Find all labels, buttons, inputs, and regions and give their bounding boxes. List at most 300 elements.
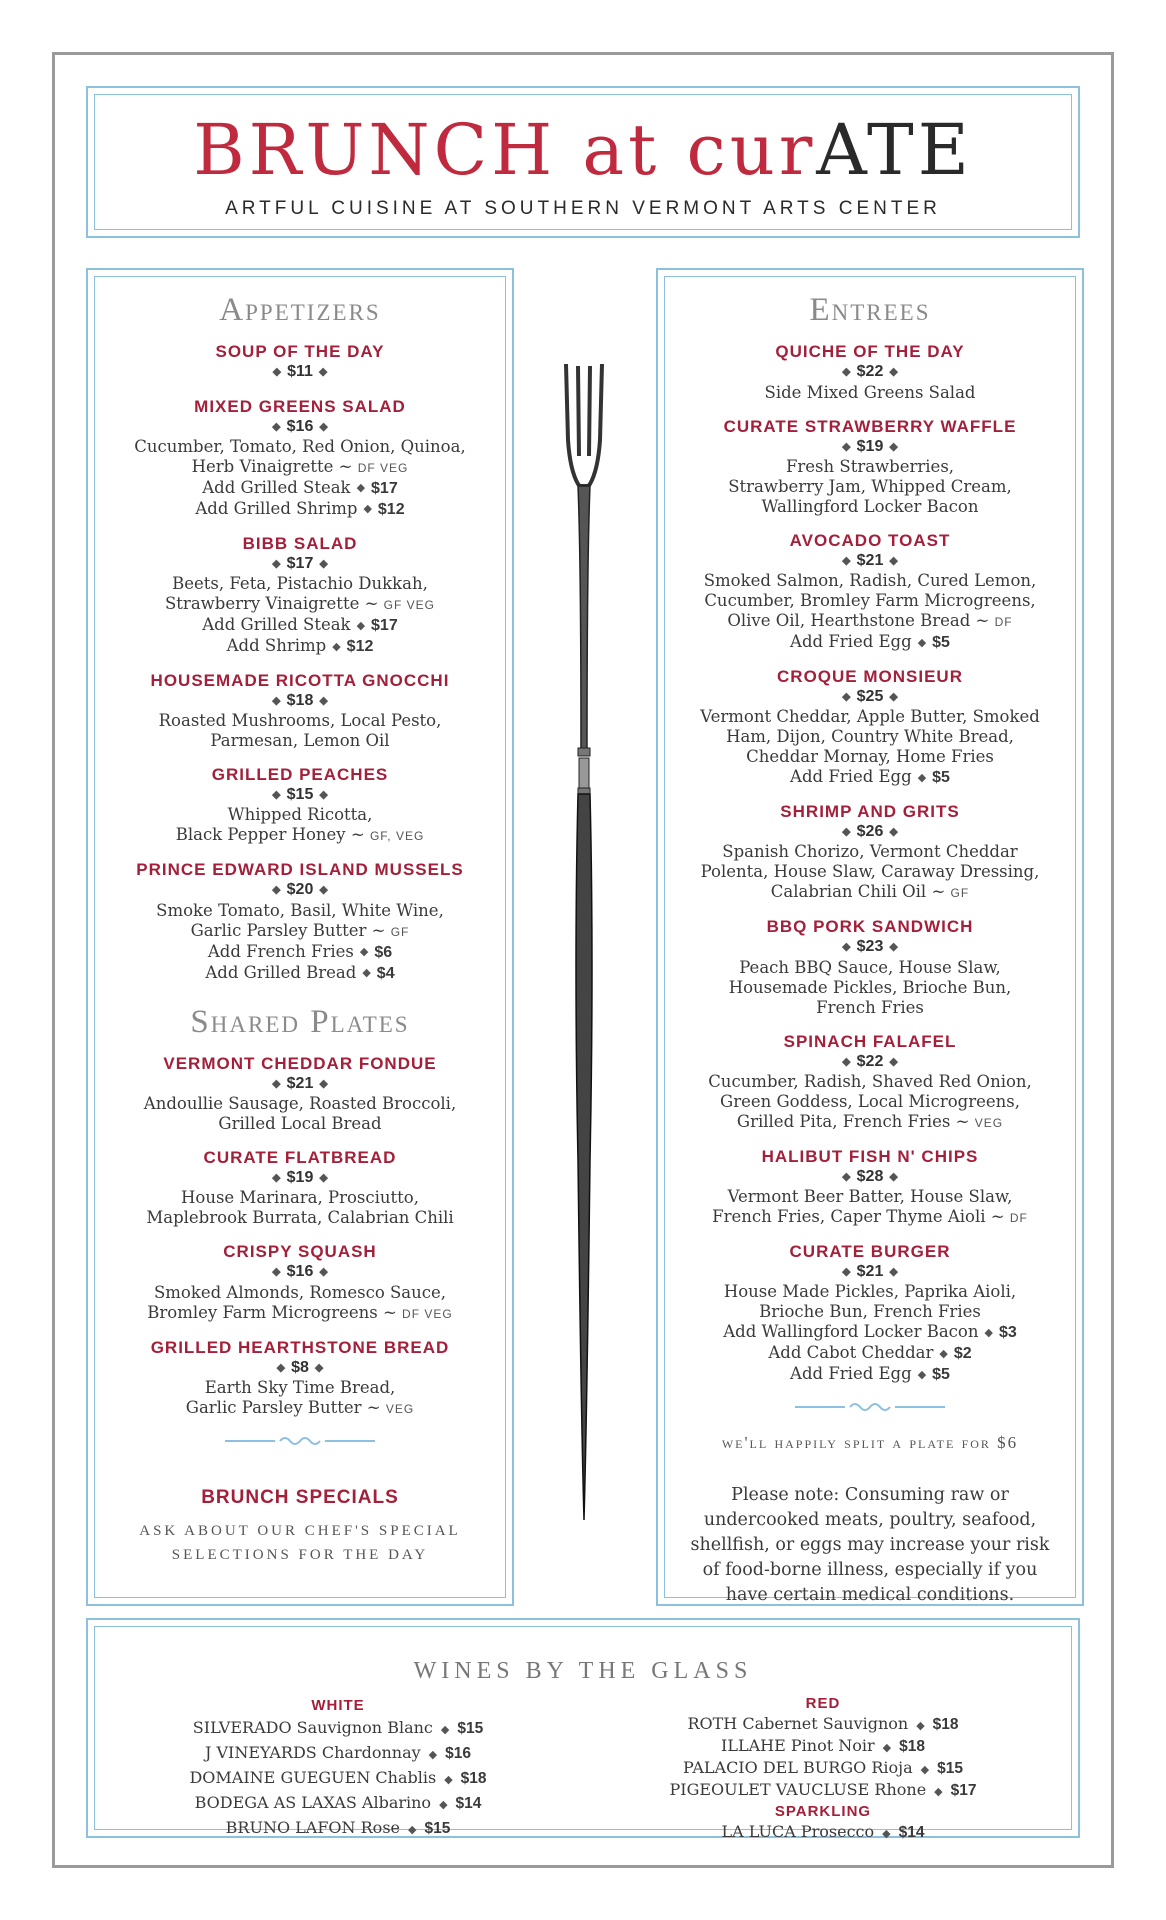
- wine-price: $15: [424, 1820, 451, 1837]
- wine-name: LA LUCA Prosecco: [721, 1822, 875, 1841]
- item-description: [676, 1207, 1064, 1228]
- item-price-row: [676, 1262, 1064, 1282]
- diamond-ornament-icon: ◆: [363, 502, 372, 516]
- addon-price: $5: [932, 769, 950, 787]
- wine-heading: WINES BY THE GLASS: [413, 1658, 753, 1684]
- item-price-row: [106, 554, 494, 574]
- addon-price: $5: [932, 634, 950, 651]
- diamond-ornament-icon: ◆: [882, 1827, 891, 1840]
- brunch-specials-title: BRUNCH SPECIALS: [201, 1486, 399, 1508]
- item-price-row: [106, 880, 494, 900]
- item-name: AVOCADO TOAST: [789, 530, 951, 550]
- item-price: $22: [856, 363, 884, 381]
- dietary-tag: VEG: [385, 1401, 415, 1416]
- item-price: $28: [856, 1168, 884, 1186]
- addon-name: Add Fried Egg: [790, 632, 912, 651]
- menu-item: [676, 802, 1064, 903]
- item-description-text: Cucumber, Radish, Shaved Red Onion,: [708, 1071, 1032, 1091]
- item-description-text: Wallingford Locker Bacon: [761, 496, 979, 516]
- item-price: $19: [286, 1169, 314, 1187]
- item-name: SPINACH FALAFEL: [783, 1031, 957, 1051]
- item-price: $21: [286, 1075, 314, 1093]
- item-addon: [676, 1322, 1064, 1343]
- item-description-text: Fresh Strawberries,: [785, 456, 955, 476]
- item-description-text: Grilled Local Bread: [218, 1114, 382, 1134]
- item-description: [676, 611, 1064, 632]
- item-price-row: [676, 1167, 1064, 1187]
- item-price: $20: [286, 881, 314, 899]
- appetizers-panel: [86, 268, 514, 1606]
- menu-item: [106, 397, 494, 520]
- item-description-text: Andoullie Sausage, Roasted Broccoli,: [143, 1094, 457, 1114]
- wine-row: [658, 1780, 988, 1802]
- entrees-heading: Entrees: [809, 292, 931, 328]
- item-description-text: Garlic Parsley Butter ~: [185, 1397, 381, 1417]
- item-name: CURATE FLATBREAD: [203, 1148, 397, 1168]
- diamond-ornament-icon: ◆: [332, 639, 341, 653]
- diamond-ornament-icon: ◆: [356, 481, 366, 495]
- diamond-ornament-icon: ◆: [428, 1748, 438, 1761]
- item-description: [106, 1378, 494, 1398]
- diamond-ornament-icon: ◆: [272, 366, 282, 379]
- item-price-row: [106, 1168, 494, 1188]
- wine-row: [188, 1816, 488, 1841]
- wine-name: ROTH Cabernet Sauvignon: [687, 1714, 909, 1733]
- diamond-ornament-icon: ◆: [276, 1361, 286, 1374]
- diamond-ornament-icon: ◆: [272, 1078, 281, 1090]
- item-description: [106, 921, 494, 942]
- item-description-text: Peach BBQ Sauce, House Slaw,: [739, 957, 1001, 977]
- menu-item: [106, 342, 494, 382]
- item-price: $22: [856, 1052, 884, 1070]
- item-description: [106, 1094, 494, 1114]
- item-description-text: Cheddar Mornay, Home Fries: [746, 747, 994, 767]
- item-description: [676, 998, 1064, 1018]
- wine-name: PALACIO DEL BURGO Rioja: [683, 1758, 913, 1777]
- item-price: $8: [291, 1358, 309, 1376]
- addon-price: $12: [377, 500, 405, 518]
- item-name: VERMONT CHEDDAR FONDUE: [163, 1054, 437, 1073]
- right-column: [676, 292, 1064, 1608]
- diamond-ornament-icon: ◆: [272, 884, 281, 897]
- diamond-ornament-icon: ◆: [272, 557, 281, 570]
- wine-name: ILLAHE Pinot Noir: [721, 1736, 875, 1755]
- dietary-tag: DF: [1009, 1211, 1028, 1226]
- wine-category: WHITE: [311, 1697, 365, 1714]
- item-description: [106, 457, 494, 478]
- wave-divider-icon: [225, 1435, 375, 1447]
- addon-name: Add Grilled Bread: [205, 962, 357, 982]
- diamond-ornament-icon: ◆: [272, 695, 281, 707]
- diamond-ornament-icon: ◆: [889, 554, 898, 567]
- diamond-ornament-icon: ◆: [842, 1170, 851, 1183]
- title-dark-part: ATE: [816, 109, 973, 191]
- diamond-ornament-icon: ◆: [882, 1741, 892, 1754]
- diamond-ornament-icon: ◆: [934, 1785, 943, 1798]
- item-description-text: Roasted Mushrooms, Local Pesto,: [158, 711, 442, 731]
- item-description: [106, 1398, 494, 1419]
- specials-line: SELECTIONS FOR THE DAY: [171, 1546, 429, 1563]
- item-description: [106, 825, 494, 846]
- addon-price: $17: [371, 617, 398, 634]
- addon-price: $3: [998, 1324, 1017, 1342]
- dietary-tag: DF VEG: [357, 460, 409, 475]
- item-price: $25: [856, 688, 884, 706]
- item-price: $23: [856, 938, 884, 956]
- menu-item: [106, 1338, 494, 1419]
- diamond-ornament-icon: ◆: [889, 440, 898, 453]
- item-description: [676, 477, 1064, 497]
- addon-price: $4: [376, 964, 395, 982]
- item-price: $11: [287, 363, 313, 381]
- wine-row: [188, 1791, 488, 1816]
- item-name: BIBB SALAD: [242, 533, 358, 553]
- item-description: [676, 747, 1064, 767]
- diamond-ornament-icon: ◆: [842, 366, 851, 379]
- item-description-text: Brioche Bun, French Fries: [759, 1302, 981, 1322]
- wine-name: DOMAINE GUEGUEN Chablis: [189, 1768, 437, 1787]
- item-description-text: French Fries, Caper Thyme Aioli ~: [712, 1207, 1005, 1227]
- diamond-ornament-icon: ◆: [842, 440, 851, 453]
- wave-divider-icon: [795, 1401, 945, 1413]
- item-description-text: Vermont Cheddar, Apple Butter, Smoked: [700, 707, 1040, 727]
- diamond-ornament-icon: ◆: [889, 1055, 898, 1068]
- item-description-text: Ham, Dijon, Country White Bread,: [726, 727, 1014, 747]
- item-description-text: Smoke Tomato, Basil, White Wine,: [156, 900, 444, 920]
- diamond-ornament-icon: ◆: [842, 826, 851, 839]
- addon-name: Add Fried Egg: [790, 1364, 912, 1384]
- item-description-text: Earth Sky Time Bread,: [204, 1377, 396, 1397]
- wine-price: $14: [455, 1795, 482, 1812]
- brunch-specials-text: [106, 1519, 494, 1567]
- diamond-ornament-icon: ◆: [319, 557, 328, 570]
- item-price-row: [676, 551, 1064, 571]
- diamond-ornament-icon: ◆: [272, 420, 281, 433]
- addon-price: $17: [371, 479, 398, 497]
- dietary-tag: GF: [950, 886, 970, 901]
- item-description-text: Grilled Pita, French Fries ~: [736, 1111, 970, 1131]
- item-description: [676, 383, 1064, 403]
- addon-price: $2: [953, 1345, 972, 1363]
- item-price: $19: [856, 437, 884, 455]
- menu-item: [106, 1054, 494, 1134]
- appetizers-heading: Appetizers: [219, 292, 381, 328]
- dietary-tag: VEG: [974, 1115, 1004, 1130]
- item-description: [676, 1092, 1064, 1112]
- red-wines: [658, 1694, 988, 1844]
- item-description: [676, 882, 1064, 903]
- diamond-ornament-icon: ◆: [917, 635, 927, 649]
- diamond-ornament-icon: ◆: [917, 1367, 927, 1381]
- wine-row: [188, 1766, 488, 1791]
- white-wines: [188, 1696, 488, 1841]
- item-addon: [106, 499, 494, 520]
- item-description: [106, 731, 494, 751]
- item-description-text: Cucumber, Tomato, Red Onion, Quinoa,: [134, 436, 466, 456]
- wine-row: [188, 1716, 488, 1741]
- fork-illustration: [534, 360, 634, 1530]
- split-plate-note: we'll happily split a plate for $6: [721, 1433, 1019, 1453]
- item-description: [676, 958, 1064, 978]
- item-description: [106, 805, 494, 825]
- diamond-ornament-icon: ◆: [842, 1266, 851, 1279]
- diamond-ornament-icon: ◆: [842, 554, 851, 567]
- diamond-ornament-icon: ◆: [889, 691, 898, 703]
- item-description: [106, 574, 494, 594]
- menu-item: [106, 1242, 494, 1323]
- dietary-tag: GF, VEG: [369, 829, 425, 844]
- wine-row: [658, 1758, 988, 1780]
- diamond-ornament-icon: ◆: [842, 691, 851, 703]
- item-description-text: House Marinara, Prosciutto,: [181, 1188, 419, 1208]
- diamond-ornament-icon: ◆: [916, 1719, 925, 1732]
- item-addon: [106, 636, 494, 657]
- menu-item: [106, 671, 494, 751]
- item-description-text: Spanish Chorizo, Vermont Cheddar: [722, 842, 1018, 862]
- title-red-part: BRUNCH at cur: [193, 109, 817, 191]
- wine-name: PIGEOULET VAUCLUSE Rhone: [669, 1780, 927, 1799]
- wine-row: [658, 1736, 988, 1758]
- item-price-row: [106, 1358, 494, 1378]
- item-description: [676, 571, 1064, 591]
- wine-price: $18: [932, 1716, 959, 1733]
- addon-name: Add Fried Egg: [790, 767, 912, 787]
- entrees-panel: [656, 268, 1084, 1606]
- menu-item: [676, 1032, 1064, 1133]
- diamond-ornament-icon: ◆: [319, 1078, 328, 1090]
- item-price-row: [106, 785, 494, 805]
- item-price-row: [106, 691, 494, 711]
- item-name: CRISPY SQUASH: [223, 1242, 377, 1262]
- item-description-text: Black Pepper Honey ~: [175, 825, 365, 845]
- wine-price: $16: [445, 1745, 471, 1762]
- item-description-text: Polenta, House Slaw, Caraway Dressing,: [700, 862, 1040, 882]
- item-description-text: Green Goddess, Local Microgreens,: [720, 1091, 1020, 1111]
- item-price-row: [676, 822, 1064, 842]
- menu-item: [106, 534, 494, 657]
- dietary-tag: DF: [994, 615, 1013, 629]
- item-description: [106, 1188, 494, 1208]
- diamond-ornament-icon: ◆: [272, 1172, 281, 1185]
- diamond-ornament-icon: ◆: [440, 1723, 450, 1736]
- item-price-row: [106, 362, 494, 382]
- diamond-ornament-icon: ◆: [920, 1763, 930, 1776]
- diamond-ornament-icon: ◆: [319, 884, 328, 897]
- diamond-ornament-icon: ◆: [319, 1172, 328, 1185]
- diamond-ornament-icon: ◆: [272, 1266, 281, 1279]
- menu-item: [106, 1148, 494, 1228]
- subtitle: ARTFUL CUISINE AT SOUTHERN VERMONT ARTS CENTER: [225, 198, 941, 219]
- item-description: [106, 437, 494, 457]
- item-price: $21: [856, 552, 884, 569]
- wine-price: $15: [457, 1720, 484, 1737]
- item-description-text: Vermont Beer Batter, House Slaw,: [727, 1187, 1013, 1207]
- item-description-text: Smoked Salmon, Radish, Cured Lemon,: [703, 571, 1037, 590]
- menu-item: [676, 667, 1064, 788]
- item-description-text: Strawberry Jam, Whipped Cream,: [728, 476, 1012, 496]
- menu-item: [676, 1147, 1064, 1228]
- item-description-text: Side Mixed Greens Salad: [764, 382, 976, 402]
- diamond-ornament-icon: ◆: [362, 966, 371, 980]
- addon-price: $5: [932, 1366, 950, 1384]
- addon-name: Add Grilled Shrimp: [195, 498, 358, 518]
- item-description: [676, 842, 1064, 862]
- item-price: $16: [286, 417, 314, 435]
- diamond-ornament-icon: ◆: [314, 1361, 324, 1374]
- item-name: CURATE BURGER: [789, 1242, 951, 1262]
- item-addon: [676, 1343, 1064, 1364]
- item-price: $18: [286, 692, 314, 710]
- wine-price: $14: [898, 1824, 925, 1841]
- wine-row: [658, 1714, 988, 1736]
- wine-row: [658, 1822, 988, 1844]
- addon-name: Add Grilled Steak: [202, 477, 351, 497]
- item-description-text: Smoked Almonds, Romesco Sauce,: [153, 1282, 447, 1302]
- wine-price: $17: [950, 1782, 977, 1799]
- diamond-ornament-icon: ◆: [889, 1170, 898, 1183]
- item-price: $15: [286, 786, 314, 804]
- shared-plates-heading: Shared Plates: [190, 1003, 410, 1040]
- menu-item: [676, 531, 1064, 653]
- item-description-text: Housemade Pickles, Brioche Bun,: [728, 977, 1012, 997]
- item-description: [106, 901, 494, 921]
- item-description-text: Strawberry Vinaigrette ~: [165, 594, 379, 613]
- menu-item: [676, 1242, 1064, 1385]
- item-description: [676, 457, 1064, 477]
- specials-line: ASK ABOUT OUR CHEF'S SPECIAL: [139, 1522, 461, 1539]
- item-description-text: Bromley Farm Microgreens ~: [147, 1302, 397, 1322]
- item-name: GRILLED HEARTHSTONE BREAD: [150, 1337, 450, 1357]
- diamond-ornament-icon: ◆: [439, 1798, 448, 1811]
- item-price: $26: [856, 823, 884, 841]
- menu-item: [676, 917, 1064, 1017]
- diamond-ornament-icon: ◆: [889, 1266, 898, 1279]
- food-safety-note: Please note: Consuming raw or undercooked meats, poultry, seafood, shellfish, or eggs may increase your risk of food-borne illness, especially if you have certain medical conditions.: [690, 1485, 1050, 1606]
- item-addon: [106, 963, 494, 984]
- item-price-row: [676, 437, 1064, 457]
- item-description-text: House Made Pickles, Paprika Aioli,: [723, 1282, 1017, 1302]
- item-description-text: Calabrian Chili Oil ~: [770, 882, 946, 902]
- diamond-ornament-icon: ◆: [319, 695, 328, 707]
- menu-item: [676, 417, 1064, 517]
- item-description: [676, 1187, 1064, 1207]
- item-description: [106, 1114, 494, 1134]
- item-description: [676, 1112, 1064, 1133]
- wine-name: BODEGA AS LAXAS Albarino: [194, 1793, 432, 1812]
- item-price-row: [106, 1262, 494, 1282]
- wine-category: SPARKLING: [774, 1803, 872, 1820]
- item-description-text: Whipped Ricotta,: [227, 805, 373, 825]
- diamond-ornament-icon: ◆: [444, 1773, 453, 1786]
- menu-item: [676, 342, 1064, 402]
- item-price-row: [106, 417, 494, 437]
- item-addon: [676, 1364, 1064, 1385]
- item-description-text: Parmesan, Lemon Oil: [210, 731, 390, 751]
- item-addon: [106, 942, 494, 963]
- item-addon: [676, 632, 1064, 653]
- diamond-ornament-icon: ◆: [984, 1325, 993, 1339]
- item-name: HOUSEMADE RICOTTA GNOCCHI: [150, 671, 450, 690]
- item-name: BBQ PORK SANDWICH: [766, 917, 974, 937]
- item-name: SHRIMP AND GRITS: [780, 802, 960, 822]
- dietary-tag: GF VEG: [383, 598, 435, 612]
- menu-item: [106, 860, 494, 983]
- diamond-ornament-icon: ◆: [939, 1346, 948, 1360]
- item-addon: [676, 767, 1064, 788]
- diamond-ornament-icon: ◆: [319, 420, 328, 433]
- addon-name: Add Wallingford Locker Bacon: [723, 1322, 979, 1342]
- addon-price: $12: [346, 638, 374, 655]
- item-description: [106, 711, 494, 731]
- addon-name: Add Grilled Steak: [202, 615, 351, 634]
- wine-price: $15: [937, 1760, 963, 1777]
- diamond-ornament-icon: ◆: [917, 770, 927, 784]
- item-price-row: [676, 1052, 1064, 1072]
- diamond-ornament-icon: ◆: [356, 618, 366, 632]
- item-price-row: [106, 1074, 494, 1094]
- wine-panel: [86, 1618, 1080, 1841]
- item-name: CROQUE MONSIEUR: [777, 667, 963, 686]
- menu-item: [106, 765, 494, 846]
- item-description: [676, 978, 1064, 998]
- item-name: MIXED GREENS SALAD: [194, 396, 406, 416]
- wine-price: $18: [460, 1770, 487, 1787]
- item-name: GRILLED PEACHES: [211, 765, 389, 785]
- item-description-text: Herb Vinaigrette ~: [191, 456, 353, 476]
- diamond-ornament-icon: ◆: [889, 366, 898, 379]
- diamond-ornament-icon: ◆: [889, 941, 898, 954]
- diamond-ornament-icon: ◆: [408, 1823, 417, 1836]
- item-addon: [106, 478, 494, 499]
- item-description: [676, 1072, 1064, 1092]
- item-description: [106, 1208, 494, 1228]
- item-description: [676, 1302, 1064, 1322]
- wine-name: SILVERADO Sauvignon Blanc: [192, 1718, 433, 1737]
- diamond-ornament-icon: ◆: [318, 366, 328, 379]
- item-description: [676, 1282, 1064, 1302]
- item-description: [106, 1303, 494, 1324]
- wine-name: BRUNO LAFON Rose: [225, 1818, 400, 1837]
- item-description-text: French Fries: [816, 997, 924, 1017]
- item-price-row: [676, 937, 1064, 957]
- wine-category: RED: [805, 1695, 841, 1712]
- item-name: PRINCE EDWARD ISLAND MUSSELS: [136, 860, 464, 880]
- item-description: [676, 707, 1064, 727]
- item-description-text: Cucumber, Bromley Farm Microgreens,: [704, 591, 1036, 610]
- wine-price: $18: [899, 1738, 925, 1755]
- item-description: [676, 591, 1064, 611]
- addon-name: Add French Fries: [207, 941, 354, 961]
- item-description-text: Olive Oil, Hearthstone Bread ~: [727, 611, 990, 630]
- item-price: $16: [286, 1263, 314, 1281]
- item-price: $17: [286, 555, 314, 572]
- item-price-row: [676, 687, 1064, 707]
- item-name: HALIBUT FISH N' CHIPS: [761, 1146, 979, 1166]
- addon-name: Add Shrimp: [226, 636, 327, 655]
- diamond-ornament-icon: ◆: [272, 789, 281, 802]
- item-price: $21: [856, 1263, 884, 1281]
- item-description-text: Maplebrook Burrata, Calabrian Chili: [146, 1208, 454, 1228]
- item-name: QUICHE OF THE DAY: [775, 342, 965, 362]
- item-name: CURATE STRAWBERRY WAFFLE: [723, 416, 1017, 436]
- diamond-ornament-icon: ◆: [319, 789, 328, 802]
- addon-name: Add Cabot Cheddar: [768, 1343, 934, 1363]
- item-name: SOUP OF THE DAY: [215, 342, 385, 362]
- item-price-row: [676, 362, 1064, 382]
- item-description: [676, 497, 1064, 517]
- addon-price: $6: [374, 943, 393, 961]
- diamond-ornament-icon: ◆: [889, 826, 898, 839]
